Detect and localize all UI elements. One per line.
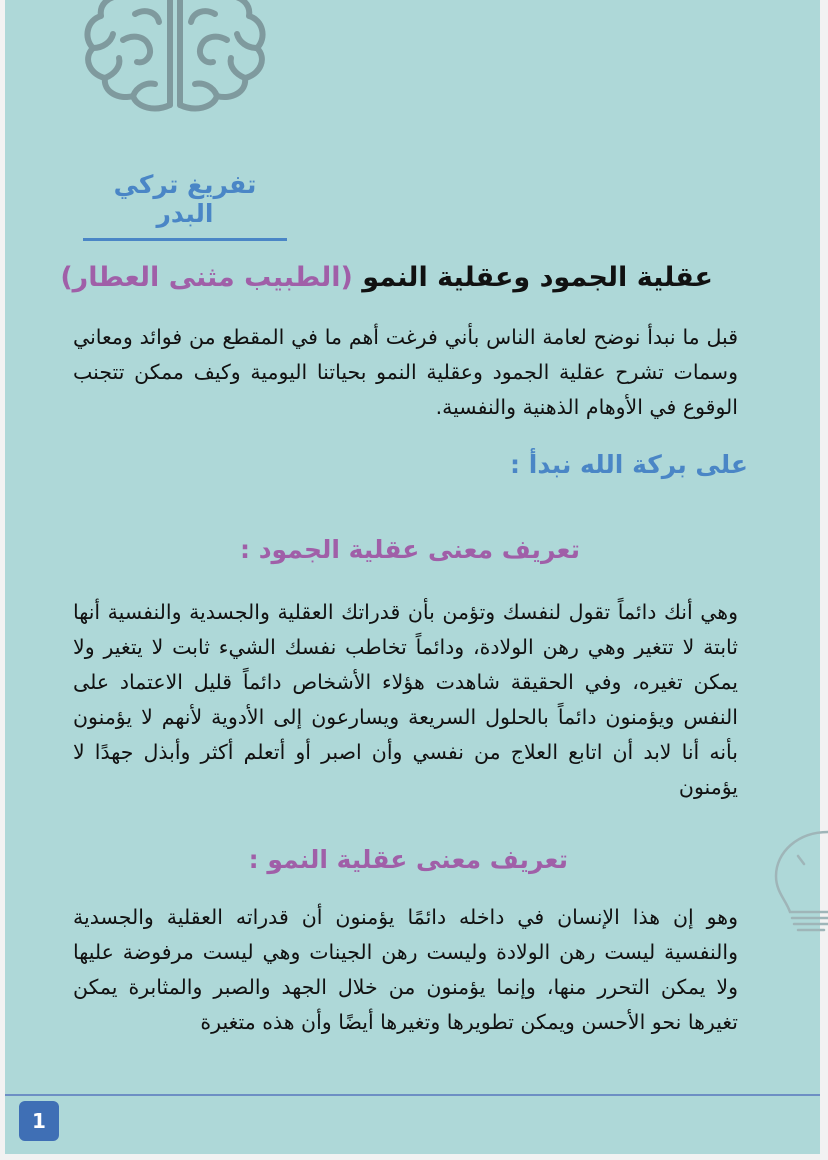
section-heading-growth-mindset: تعريف معنى عقلية النمو : [248,845,568,874]
title-text: عقلية الجمود وعقلية النمو [362,262,713,293]
article-title [60,262,713,293]
section-body-growth-mindset: وهو إن هذا الإنسان في داخله دائمًا يؤمنون أن قدراته العقلية والجسدية والنفسية ليست رهن الولادة وليست رهن الجينات وهي ليست مرفوضة عليها ولا يمكن التحرر منها، وإنما يؤمنون من خلال الجهد والصبر والمثابرة يمكن تغيرها نحو الأحسن ويمكن تطويرها وتغيرها أيضًا وأن هذه متغيرة [73,905,738,1034]
author-name: (الطبيب مثنى العطار) [60,262,353,293]
blessing-heading: على بركة الله نبدأ : [510,450,748,479]
intro-paragraph: قبل ما نبدأ نوضح لعامة الناس بأني فرغت أهم ما في المقطع من فوائد ومعاني وسمات تشرح عقلية الجمود وعقلية النمو بحياتنا اليومية وكيف ممكن تتجنب الوقوع في الأوهام الذهنية والنفسية. [73,325,738,419]
lightbulb-icon [758,820,828,935]
footer-divider [5,1094,820,1096]
brain-icon [75,0,275,115]
document-page [5,0,820,1154]
section-heading-fixed-mindset: تعريف معنى عقلية الجمود : [240,535,580,564]
page-number-badge: 1 [19,1101,59,1141]
transcriber-credit: تفريغ تركي البدر [83,170,287,241]
section-body-fixed-mindset: وهي أنك دائماً تقول لنفسك وتؤمن بأن قدراتك العقلية والجسدية والنفسية أنها ثابتة لا تتغير وهي رهن الولادة، ودائماً تخاطب نفسك الشيء ثابت لا يتغير ولا يمكن تغيره، وفي الحقيقة شاهدت هؤلاء الأشخاص دائماً قليل الاعتماد على النفس ويؤمنون دائماً بالحلول السريعة ويسارعون إلى الأدوية لأنهم لا يؤمنون بأنه أنا لابد أن اتابع العلاج من نفسي وأن اصبر أو أتعلم أكثر وأبذل جهدًا لا يؤمنون [73,600,738,799]
